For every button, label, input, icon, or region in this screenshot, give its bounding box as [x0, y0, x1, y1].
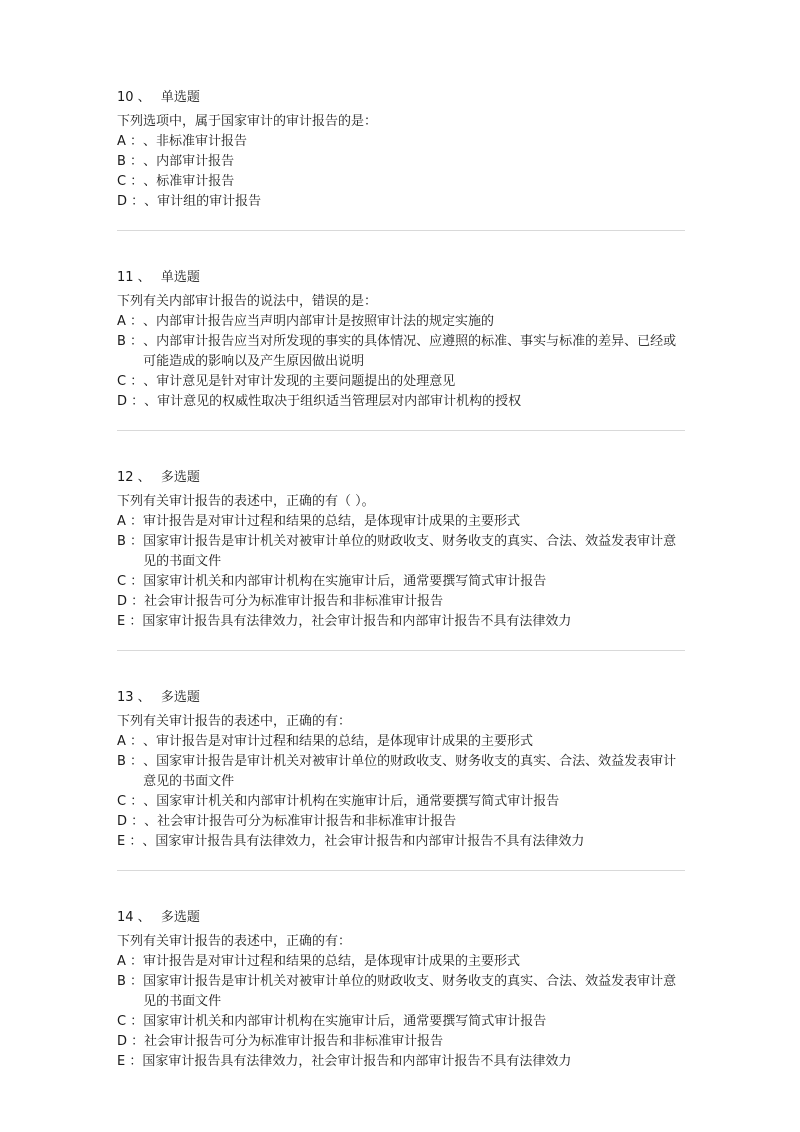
option-c	[117, 792, 685, 812]
option-d	[117, 592, 685, 612]
option-b	[117, 152, 685, 172]
option-a	[117, 512, 685, 532]
option-b	[117, 532, 685, 572]
option-letter: B ：	[117, 534, 144, 549]
option-letter: E ：	[117, 614, 143, 629]
option-text: 、内部审计报告	[143, 154, 235, 169]
question-type: 单选题	[160, 270, 200, 285]
question-type: 多选题	[160, 470, 200, 485]
option-text: 、审计意见是针对审计发现的主要问题提出的处理意见	[143, 374, 456, 389]
option-letter: A ：	[117, 514, 144, 529]
option-letter: B ：	[117, 754, 144, 769]
option-letter: D ：	[117, 594, 145, 609]
option-text: 、内部审计报告应当对所发现的事实的具体情况、应遵照的标准、事实与标准的差异、已经或可能造成的影响以及产生原因做出说明	[143, 334, 677, 369]
option-c	[117, 372, 685, 392]
question-type: 多选题	[160, 910, 200, 925]
divider	[117, 870, 685, 871]
option-letter: C ：	[117, 1014, 144, 1029]
option-e	[117, 612, 685, 632]
question-number: 12 、	[117, 470, 151, 485]
question-stem: 下列选项中，属于国家审计的审计报告的是：	[117, 114, 378, 129]
question-header	[117, 88, 685, 108]
question-stem: 下列有关审计报告的表述中，正确的有（ ）。	[117, 494, 375, 509]
question-11	[117, 268, 685, 412]
option-c	[117, 572, 685, 592]
option-letter: E ：	[117, 834, 143, 849]
question-14	[117, 908, 685, 1072]
question-stem: 下列有关内部审计报告的说法中，错误的是：	[117, 294, 378, 309]
question-header	[117, 688, 685, 708]
option-text: 社会审计报告可分为标准审计报告和非标准审计报告	[144, 594, 444, 609]
option-text: 、社会审计报告可分为标准审计报告和非标准审计报告	[144, 814, 457, 829]
option-letter: C ：	[117, 174, 144, 189]
divider	[117, 650, 685, 651]
option-letter: D ：	[117, 194, 145, 209]
option-letter: A ：	[117, 734, 144, 749]
option-d	[117, 192, 685, 212]
option-letter: C ：	[117, 574, 144, 589]
option-text: 、国家审计机关和内部审计机构在实施审计后，通常要撰写简式审计报告	[143, 794, 560, 809]
option-text: 国家审计报告是审计机关对被审计单位的财政收支、财务收支的真实、合法、效益发表审计意见的书面文件	[143, 974, 677, 1009]
question-10	[117, 88, 685, 212]
option-letter: C ：	[117, 794, 144, 809]
option-e	[117, 1052, 685, 1072]
option-text: 国家审计报告具有法律效力，社会审计报告和内部审计报告不具有法律效力	[142, 1054, 572, 1069]
option-text: 、国家审计报告是审计机关对被审计单位的财政收支、财务收支的真实、合法、效益发表审计意见的书面文件	[143, 754, 677, 789]
option-text: 国家审计报告具有法律效力，社会审计报告和内部审计报告不具有法律效力	[142, 614, 572, 629]
option-text: 、非标准审计报告	[143, 134, 248, 149]
option-c	[117, 1012, 685, 1032]
question-number: 10 、	[117, 90, 151, 105]
question-header	[117, 268, 685, 288]
option-e	[117, 832, 685, 852]
option-text: 、标准审计报告	[143, 174, 235, 189]
option-text: 审计报告是对审计过程和结果的总结，是体现审计成果的主要形式	[143, 514, 521, 529]
option-text: 社会审计报告可分为标准审计报告和非标准审计报告	[144, 1034, 444, 1049]
option-letter: B ：	[117, 334, 144, 349]
question-stem: 下列有关审计报告的表述中，正确的有：	[117, 714, 352, 729]
option-d	[117, 812, 685, 832]
option-text: 、审计组的审计报告	[144, 194, 262, 209]
option-text: 国家审计机关和内部审计机构在实施审计后，通常要撰写简式审计报告	[143, 574, 547, 589]
option-letter: D ：	[117, 394, 145, 409]
option-text: 国家审计报告是审计机关对被审计单位的财政收支、财务收支的真实、合法、效益发表审计意见的书面文件	[143, 534, 677, 569]
option-d	[117, 392, 685, 412]
option-text: 、审计意见的权威性取决于组织适当管理层对内部审计机构的授权	[144, 394, 522, 409]
question-12	[117, 468, 685, 632]
option-text: 、内部审计报告应当声明内部审计是按照审计法的规定实施的	[143, 314, 495, 329]
option-text: 、国家审计报告具有法律效力，社会审计报告和内部审计报告不具有法律效力	[142, 834, 585, 849]
option-b	[117, 332, 685, 372]
question-type: 多选题	[160, 690, 200, 705]
option-letter: D ：	[117, 814, 145, 829]
option-letter: E ：	[117, 1054, 143, 1069]
option-b	[117, 752, 685, 792]
option-a	[117, 312, 685, 332]
divider	[117, 230, 685, 231]
question-number: 11 、	[117, 270, 151, 285]
question-header	[117, 468, 685, 488]
option-c	[117, 172, 685, 192]
option-text: 国家审计机关和内部审计机构在实施审计后，通常要撰写简式审计报告	[143, 1014, 547, 1029]
option-letter: A ：	[117, 314, 144, 329]
divider	[117, 430, 685, 431]
question-type: 单选题	[160, 90, 200, 105]
question-number: 14 、	[117, 910, 151, 925]
option-b	[117, 972, 685, 1012]
question-header	[117, 908, 685, 928]
option-text: 、审计报告是对审计过程和结果的总结，是体现审计成果的主要形式	[143, 734, 534, 749]
option-letter: A ：	[117, 134, 144, 149]
option-letter: C ：	[117, 374, 144, 389]
option-letter: B ：	[117, 154, 144, 169]
option-d	[117, 1032, 685, 1052]
option-a	[117, 132, 685, 152]
option-letter: B ：	[117, 974, 144, 989]
question-13	[117, 688, 685, 852]
option-letter: D ：	[117, 1034, 145, 1049]
option-a	[117, 952, 685, 972]
option-a	[117, 732, 685, 752]
option-letter: A ：	[117, 954, 144, 969]
question-stem: 下列有关审计报告的表述中，正确的有：	[117, 934, 352, 949]
option-text: 审计报告是对审计过程和结果的总结，是体现审计成果的主要形式	[143, 954, 521, 969]
question-number: 13 、	[117, 690, 151, 705]
